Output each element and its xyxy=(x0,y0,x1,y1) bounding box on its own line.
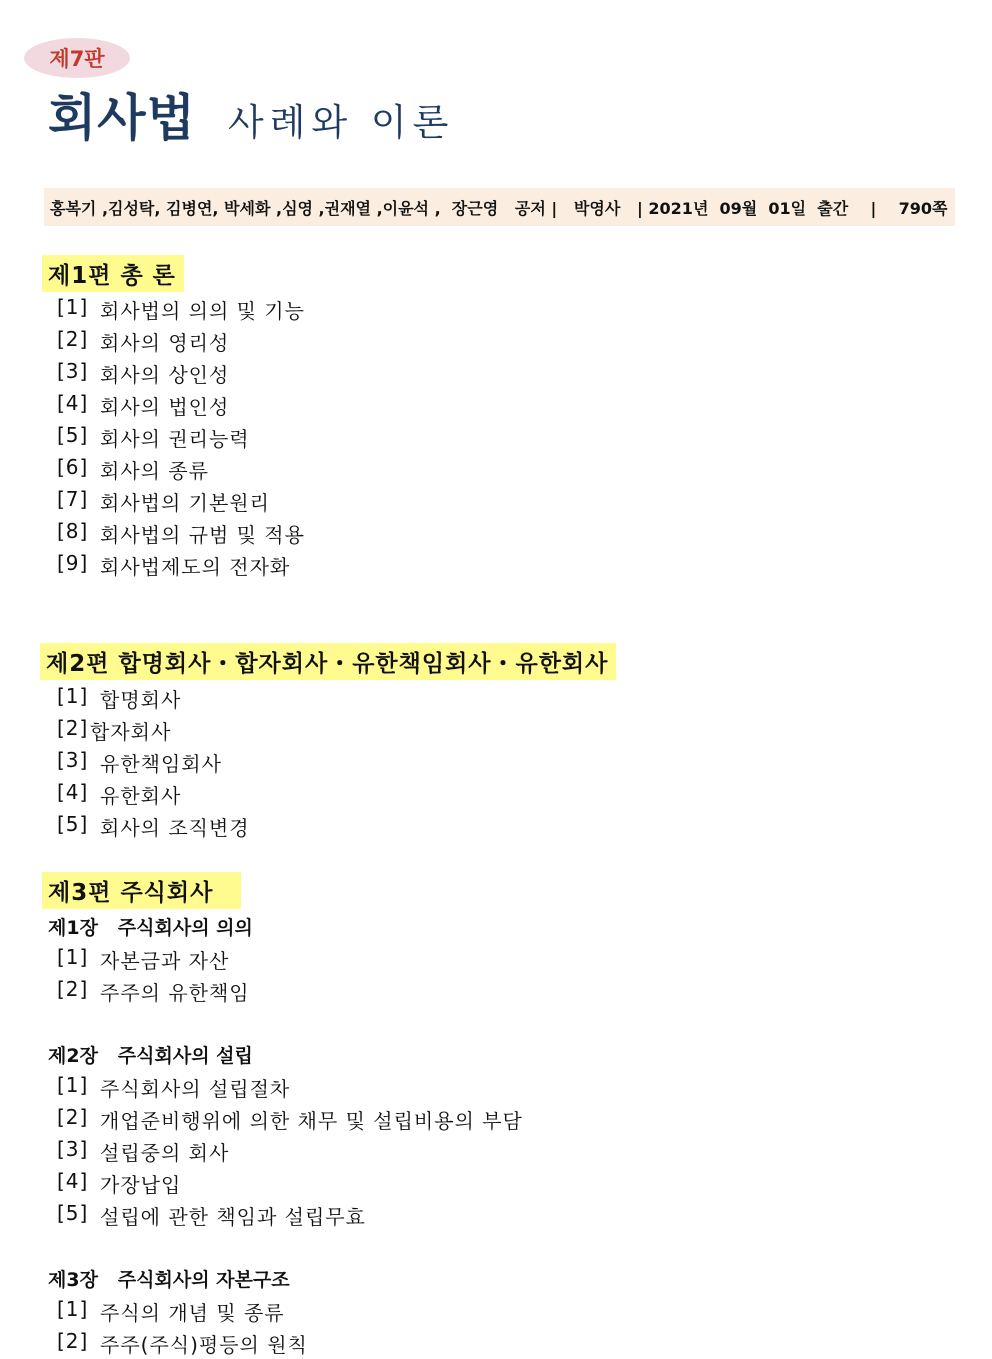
item-number: [1] xyxy=(57,295,89,319)
list-item xyxy=(57,1137,229,1166)
item-number: [5] xyxy=(57,423,89,447)
list-item xyxy=(57,455,209,484)
item-text: 주주(주식)평등의 원칙 xyxy=(100,1333,308,1357)
list-item xyxy=(57,519,305,548)
item-text: 회사법의 기본원리 xyxy=(100,491,270,515)
item-number: [1] xyxy=(57,1073,89,1097)
item-number: [3] xyxy=(57,359,89,383)
item-number: [2] xyxy=(57,977,89,1001)
item-text: 자본금과 자산 xyxy=(100,949,230,973)
item-number: [7] xyxy=(57,487,89,511)
item-text: 합명회사 xyxy=(100,688,182,712)
publication-info: 홍복기 ,김성탁, 김병연, 박세화 ,심영 ,권재열 ,이윤석 , 장근영 공저 | 박영사 | 2021년 09월 01일 출간 | 790쪽 xyxy=(50,198,948,218)
book-subtitle: 사례와 이론 xyxy=(227,101,455,144)
item-number: [2] xyxy=(57,1329,89,1353)
part2-heading: 제2편 합명회사・합자회사・유한책임회사・유한회사 xyxy=(40,643,616,680)
item-number: [6] xyxy=(57,455,89,479)
item-text: 회사의 종류 xyxy=(100,459,209,483)
list-item xyxy=(57,359,229,388)
list-item xyxy=(57,487,270,516)
item-text: 주식의 개념 및 종류 xyxy=(100,1301,285,1325)
part1-heading: 제1편 총 론 xyxy=(42,255,184,292)
item-text: 가장납입 xyxy=(100,1173,182,1197)
item-text: 주주의 유한책임 xyxy=(100,981,250,1005)
item-number: [4] xyxy=(57,1169,89,1193)
item-number: [9] xyxy=(57,551,89,575)
list-item xyxy=(57,945,229,974)
list-item xyxy=(57,327,229,356)
list-item xyxy=(57,1201,366,1230)
item-text: 설립에 관한 책임과 설립무효 xyxy=(100,1205,366,1229)
item-text: 회사의 권리능력 xyxy=(100,427,250,451)
chapter1-heading: 제1장 주식회사의 의의 xyxy=(48,917,253,939)
item-number: [3] xyxy=(57,748,89,772)
item-number: [3] xyxy=(57,1137,89,1161)
item-number: [1] xyxy=(57,945,89,969)
list-item xyxy=(57,1073,290,1102)
chapter2-heading: 제2장 주식회사의 설립 xyxy=(48,1045,253,1067)
list-item xyxy=(57,1329,308,1358)
item-number: [1] xyxy=(57,1297,89,1321)
list-item xyxy=(57,684,181,713)
item-number: [4] xyxy=(57,391,89,415)
list-item xyxy=(57,423,250,452)
title-block xyxy=(48,78,454,150)
item-number: [2] xyxy=(57,327,89,351)
list-item xyxy=(57,551,290,580)
item-text: 개업준비행위에 의한 채무 및 설립비용의 부담 xyxy=(100,1109,523,1133)
list-item xyxy=(57,716,171,745)
book-title: 회사법 xyxy=(48,89,196,147)
item-number: [1] xyxy=(57,684,89,708)
list-item xyxy=(57,748,222,777)
item-text: 회사의 상인성 xyxy=(100,363,230,387)
item-number: [8] xyxy=(57,519,89,543)
item-text: 합자회사 xyxy=(90,720,172,744)
item-text: 유한책임회사 xyxy=(100,752,222,776)
item-text: 회사법의 의의 및 기능 xyxy=(100,299,305,323)
chapter3-heading: 제3장 주식회사의 자본구조 xyxy=(48,1269,290,1291)
item-number: [2] xyxy=(57,1105,89,1129)
part3-heading: 제3편 주식회사 xyxy=(42,872,241,909)
list-item xyxy=(57,391,229,420)
item-text: 회사법제도의 전자화 xyxy=(100,555,291,579)
item-number: [5] xyxy=(57,812,89,836)
item-text: 유한회사 xyxy=(100,784,182,808)
list-item xyxy=(57,780,181,809)
item-number: [2] xyxy=(57,716,89,740)
item-text: 회사의 조직변경 xyxy=(100,816,250,840)
list-item xyxy=(57,1297,285,1326)
item-text: 회사의 법인성 xyxy=(100,395,230,419)
publication-info-bar xyxy=(44,188,955,226)
edition-badge xyxy=(24,38,130,78)
list-item xyxy=(57,295,305,324)
list-item xyxy=(57,977,250,1006)
list-item xyxy=(57,1169,181,1198)
list-item xyxy=(57,812,250,841)
item-text: 설립중의 회사 xyxy=(100,1141,230,1165)
item-text: 회사법의 규범 및 적용 xyxy=(100,523,305,547)
item-text: 주식회사의 설립절차 xyxy=(100,1077,291,1101)
item-number: [5] xyxy=(57,1201,89,1225)
list-item xyxy=(57,1105,523,1134)
item-number: [4] xyxy=(57,780,89,804)
item-text: 회사의 영리성 xyxy=(100,331,230,355)
edition-label: 제7판 xyxy=(49,47,105,71)
